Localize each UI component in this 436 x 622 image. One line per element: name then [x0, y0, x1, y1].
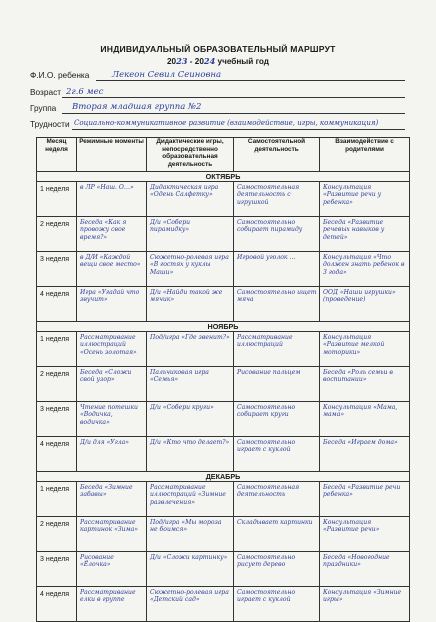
year-start: 23: [176, 56, 188, 66]
week-cell: 1 неделя: [37, 332, 77, 367]
week-cell: 2 неделя: [37, 217, 77, 252]
routine-cell: Беседа «Как я провожу свое время?»: [77, 217, 147, 252]
column-header-week: Месяц неделя: [37, 138, 77, 172]
parents-cell: Консультация «Развитие речи»: [320, 517, 410, 552]
field-value-difficulties: Социально-коммуникативное развитие (взаимодействие, игры, коммуникация): [74, 119, 379, 127]
field-label-age: Возраст: [30, 87, 62, 97]
table-row: [37, 332, 410, 367]
field-label-group: Группа: [30, 103, 57, 113]
year-end: 24: [203, 56, 216, 66]
week-cell: 1 неделя: [37, 482, 77, 517]
field-line-difficulties: [72, 129, 405, 130]
independent-cell: Складывает картинки: [234, 517, 320, 552]
independent-cell: Самостоятельная деятельность: [234, 482, 320, 517]
field-value-name: Лекеон Севил Сеиновна: [112, 70, 222, 80]
routine-cell: Игра «Угадай что звучит»: [77, 287, 147, 322]
week-cell: 3 неделя: [37, 402, 77, 437]
field-label-difficulties: Трудности: [30, 119, 70, 129]
didactic-cell: Д/и «Кто что делает?»: [147, 437, 234, 472]
didactic-cell: Д/и «Сложи картинку»: [147, 552, 234, 587]
routine-cell: Беседа «Зимние забавы»: [77, 482, 147, 517]
routine-cell: Рассматривание картинок «Зима»: [77, 517, 147, 552]
didactic-cell: Д/и «Собери круги»: [147, 402, 234, 437]
routine-cell: в ЛР «Наш. О…»: [77, 182, 147, 217]
column-header-didactic: Дидактические игры, непосредственно образовательная деятельность: [147, 138, 234, 172]
month-name: НОЯБРЬ: [37, 322, 410, 332]
didactic-cell: Под/игра «Мы мороза не боимся»: [147, 517, 234, 552]
routine-cell: Рассматривание елки в группе: [77, 587, 147, 622]
column-header-parents: Взаимодействие с родителями: [320, 138, 410, 172]
didactic-cell: Сюжетно-ролевая игра «В гостях у куклы Маши»: [147, 252, 234, 287]
table-header-row: [37, 138, 410, 172]
parents-cell: Консультация «Мама, мама»: [320, 402, 410, 437]
table-row: [37, 517, 410, 552]
field-line-name: [96, 80, 405, 81]
routine-cell: Д/и для «Угла»: [77, 437, 147, 472]
routine-cell: Рассматривание иллюстраций «Осень золотая»: [77, 332, 147, 367]
table-row: [37, 437, 410, 472]
independent-cell: Самостоятельно ищет мяча: [234, 287, 320, 322]
table-row: [37, 367, 410, 402]
month-row-november: [37, 322, 410, 332]
week-cell: 2 неделя: [37, 367, 77, 402]
field-label-name: Ф.И.О. ребенка: [30, 70, 90, 80]
independent-cell: Самостоятельная деятельность с игрушкой: [234, 182, 320, 217]
month-name: ДЕКАБРЬ: [37, 472, 410, 482]
week-cell: 1 неделя: [37, 182, 77, 217]
independent-cell: Самостоятельно рисует дерево: [234, 552, 320, 587]
didactic-cell: Д/и «Собери пирамидку»: [147, 217, 234, 252]
didactic-cell: Пальчиковая игра «Семья»: [147, 367, 234, 402]
didactic-cell: Дидактическая игра «Одень Салфетку»: [147, 182, 234, 217]
parents-cell: Беседа «Новогодние праздники»: [320, 552, 410, 587]
field-line-group: [62, 113, 405, 114]
didactic-cell: Под/игра «Где звенит?»: [147, 332, 234, 367]
field-value-group: Вторая младшая группа №2: [72, 102, 202, 112]
routine-cell: Чтение потешки «Водичка, водичка»: [77, 402, 147, 437]
parents-cell: Консультация «Развитие речи у ребенка»: [320, 182, 410, 217]
independent-cell: Самостоятельно играет с куклой: [234, 587, 320, 622]
route-table: [36, 137, 410, 622]
month-row-december: [37, 472, 410, 482]
parents-cell: Беседа «Играем дома»: [320, 437, 410, 472]
independent-cell: Самостоятельно играет с куклой: [234, 437, 320, 472]
year-suffix: учебный год: [215, 57, 270, 66]
table-row: [37, 182, 410, 217]
table-row: [37, 587, 410, 622]
parents-cell: Консультация «Что должен знать ребенок в 3 года»: [320, 252, 410, 287]
parents-cell: Беседа «Роль семьи в воспитании»: [320, 367, 410, 402]
parents-cell: Беседа «Развитие речи ребенка»: [320, 482, 410, 517]
school-year: [0, 56, 436, 66]
week-cell: 4 неделя: [37, 587, 77, 622]
routine-cell: Беседа «Сложи свой узор»: [77, 367, 147, 402]
independent-cell: Игровой уголок …: [234, 252, 320, 287]
didactic-cell: Д/и «Найди такой же мячик»: [147, 287, 234, 322]
year-prefix: 20: [166, 57, 177, 66]
table-row: [37, 402, 410, 437]
document-title: ИНДИВИДУАЛЬНЫЙ ОБРАЗОВАТЕЛЬНЫЙ МАРШРУТ: [100, 44, 336, 54]
month-name: ОКТЯБРЬ: [37, 172, 410, 182]
parents-cell: Беседа «Развитие речевых навыков у детей»: [320, 217, 410, 252]
week-cell: 3 неделя: [37, 252, 77, 287]
table-row: [37, 252, 410, 287]
didactic-cell: Сюжетно-ролевая игра «Детский сад»: [147, 587, 234, 622]
field-line-age: [62, 97, 405, 98]
routine-cell: в Д/И «Каждой вещи свое место»: [77, 252, 147, 287]
month-row-october: [37, 172, 410, 182]
independent-cell: Рисование пальцем: [234, 367, 320, 402]
column-header-routine: Режимные моменты: [77, 138, 147, 172]
parents-cell: ООД «Наши игрушки» (проведение): [320, 287, 410, 322]
table-row: [37, 482, 410, 517]
independent-cell: Самостоятельно собирает пирамиду: [234, 217, 320, 252]
week-cell: 3 неделя: [37, 552, 77, 587]
week-cell: 4 неделя: [37, 437, 77, 472]
parents-cell: Консультация «Развитие мелкой моторики»: [320, 332, 410, 367]
column-header-independent: Самостоятельной деятельность: [234, 138, 320, 172]
week-cell: 2 неделя: [37, 517, 77, 552]
parents-cell: Консультация «Зимние игры»: [320, 587, 410, 622]
field-value-age: 2г.6 мес: [66, 87, 104, 97]
week-cell: 4 неделя: [37, 287, 77, 322]
table-row: [37, 287, 410, 322]
independent-cell: Рассматривание иллюстраций: [234, 332, 320, 367]
year-separator: - 20: [187, 57, 204, 66]
didactic-cell: Рассматривание иллюстраций «Зимние развлечения»: [147, 482, 234, 517]
table-row: [37, 552, 410, 587]
routine-cell: Рисование «Ёлочка»: [77, 552, 147, 587]
table-row: [37, 217, 410, 252]
independent-cell: Самостоятельно собирает круги: [234, 402, 320, 437]
